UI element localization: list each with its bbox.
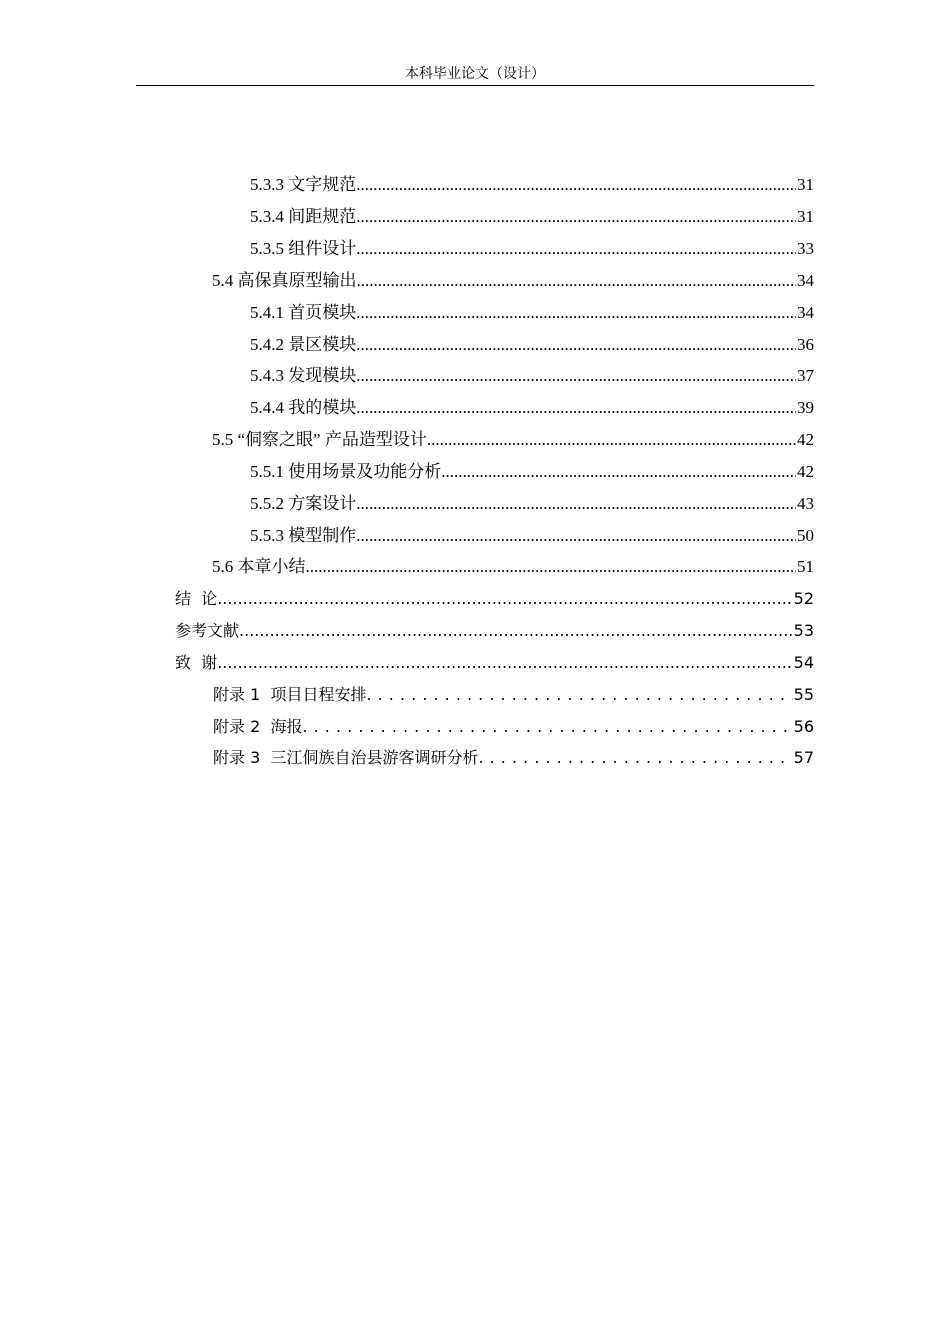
toc-entry-title: 参考文献 bbox=[175, 621, 240, 640]
toc-entry-appendix-2[interactable] bbox=[213, 712, 814, 742]
toc-entry-title: 5.5 “侗察之眼” 产品造型设计 bbox=[212, 430, 427, 449]
toc-leader-dots bbox=[356, 330, 796, 360]
toc-leader-dots bbox=[366, 680, 792, 710]
toc-leader-dots bbox=[217, 584, 792, 614]
toc-entry-page: 43 bbox=[797, 494, 814, 513]
toc-leader-dots bbox=[356, 489, 796, 519]
toc-entry-page: 36 bbox=[797, 335, 814, 354]
toc-entry-5-4-1[interactable] bbox=[250, 298, 814, 328]
toc-entry-5-4-2[interactable] bbox=[250, 330, 814, 360]
toc-leader-dots bbox=[478, 743, 792, 773]
toc-entry-title: 5.5.3 模型制作 bbox=[250, 526, 357, 545]
toc-leader-dots bbox=[356, 298, 796, 328]
toc-entry-page: 42 bbox=[797, 430, 814, 449]
toc-entry-page: 31 bbox=[797, 207, 814, 226]
toc-leader-dots bbox=[356, 361, 796, 391]
toc-entry-title: 5.4.4 我的模块 bbox=[250, 398, 357, 417]
toc-leader-dots bbox=[306, 552, 797, 582]
toc-entry-title: 5.3.4 间距规范 bbox=[250, 207, 357, 226]
toc-entry-title: 结 论 bbox=[175, 589, 218, 608]
toc-leader-dots bbox=[217, 648, 792, 678]
toc-entry-title: 5.4.1 首页模块 bbox=[250, 303, 357, 322]
toc-entry-conclusion[interactable] bbox=[175, 584, 814, 614]
toc-entry-page: 34 bbox=[797, 271, 814, 290]
toc-entry-page: 42 bbox=[797, 462, 814, 481]
toc-entry-page: 55 bbox=[793, 685, 814, 704]
toc-entry-page: 57 bbox=[793, 748, 814, 767]
toc-entry-title: 附录 1 项目日程安排 bbox=[213, 685, 367, 704]
toc-entry-title: 5.3.3 文字规范 bbox=[250, 175, 357, 194]
toc-entry-title: 致 谢 bbox=[175, 653, 218, 672]
toc-entry-appendix-3[interactable] bbox=[213, 743, 814, 773]
toc-entry-page: 33 bbox=[797, 239, 814, 258]
toc-entry-page: 39 bbox=[797, 398, 814, 417]
toc-entry-5-3-4[interactable] bbox=[250, 202, 814, 232]
toc-leader-dots bbox=[441, 457, 796, 487]
toc-entry-title: 5.4.3 发现模块 bbox=[250, 366, 357, 385]
page-header: 本科毕业论文（设计） bbox=[136, 63, 814, 86]
toc-entry-title: 5.4 高保真原型输出 bbox=[212, 271, 357, 290]
toc-entry-page: 52 bbox=[793, 589, 814, 608]
toc-leader-dots bbox=[356, 170, 796, 200]
toc-entry-5-3-5[interactable] bbox=[250, 234, 814, 264]
toc-entry-page: 51 bbox=[797, 557, 814, 576]
toc-entry-5-4-4[interactable] bbox=[250, 393, 814, 423]
toc-leader-dots bbox=[427, 425, 796, 455]
toc-entry-page: 31 bbox=[797, 175, 814, 194]
toc-leader-dots bbox=[357, 266, 797, 296]
toc-leader-dots bbox=[356, 393, 796, 423]
toc-entry-title: 5.3.5 组件设计 bbox=[250, 239, 357, 258]
toc-entry-appendix-1[interactable] bbox=[213, 680, 814, 710]
toc-entry-5-5-2[interactable] bbox=[250, 489, 814, 519]
toc-entry-references[interactable] bbox=[175, 616, 814, 646]
toc-entry-title: 附录 3 三江侗族自治县游客调研分析 bbox=[213, 748, 479, 767]
toc-entry-page: 34 bbox=[797, 303, 814, 322]
toc-entry-5-5[interactable] bbox=[212, 425, 814, 455]
toc-entry-page: 53 bbox=[793, 621, 814, 640]
toc-entry-title: 附录 2 海报 bbox=[213, 717, 303, 736]
toc-leader-dots bbox=[302, 712, 792, 742]
toc-entry-title: 5.4.2 景区模块 bbox=[250, 335, 357, 354]
toc-leader-dots bbox=[356, 202, 796, 232]
toc-leader-dots bbox=[356, 521, 796, 551]
toc-leader-dots bbox=[239, 616, 793, 646]
toc-entry-5-6[interactable] bbox=[212, 552, 814, 582]
toc-leader-dots bbox=[356, 234, 796, 264]
toc-entry-page: 54 bbox=[793, 653, 814, 672]
toc-entry-page: 56 bbox=[793, 717, 814, 736]
toc-entry-5-5-3[interactable] bbox=[250, 521, 814, 551]
toc-entry-title: 5.6 本章小结 bbox=[212, 557, 306, 576]
toc-entry-title: 5.5.2 方案设计 bbox=[250, 494, 357, 513]
toc-entry-page: 50 bbox=[797, 526, 814, 545]
toc-entry-title: 5.5.1 使用场景及功能分析 bbox=[250, 462, 442, 481]
toc-entry-5-3-3[interactable] bbox=[250, 170, 814, 200]
toc-entry-5-4[interactable] bbox=[212, 266, 814, 296]
toc-entry-5-4-3[interactable] bbox=[250, 361, 814, 391]
toc-entry-5-5-1[interactable] bbox=[250, 457, 814, 487]
toc-entry-acknowledgements[interactable] bbox=[175, 648, 814, 678]
toc-entry-page: 37 bbox=[797, 366, 814, 385]
